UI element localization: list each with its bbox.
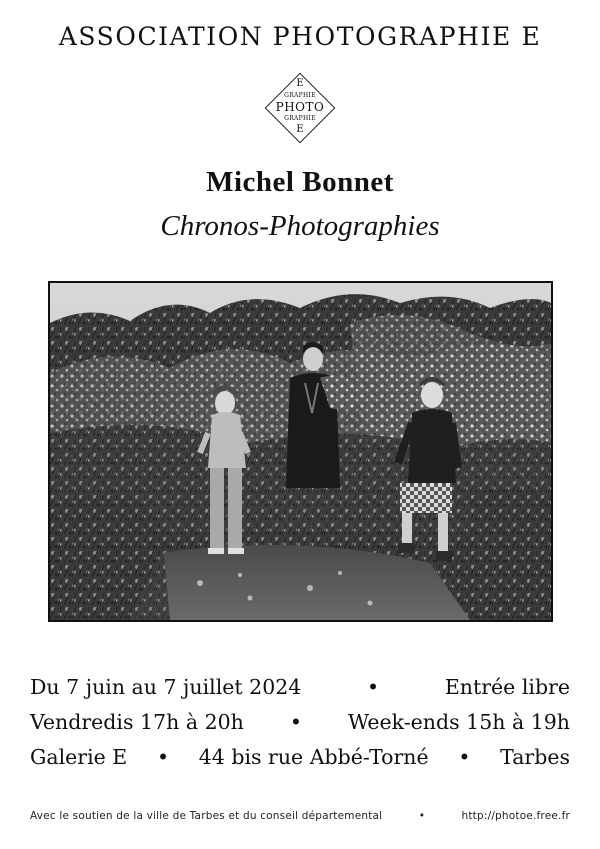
logo-lower-word: GRAPHIE [284,115,316,122]
association-logo [264,72,336,144]
artist-name: Michel Bonnet [206,166,394,198]
bullet-separator: • [458,745,471,769]
exhibition-title: Chronos-Photographies [160,210,440,242]
photograph-icon [50,283,551,620]
footer-credits [30,810,570,822]
association-title: ASSOCIATION PHOTOGRAPHIE E [58,22,542,51]
bullet-separator: • [418,810,426,822]
bullet-separator: • [289,710,302,734]
info-line-hours [30,710,570,734]
logo-center-word: PHOTO [275,100,325,114]
logo-upper-word: GRAPHIE [284,92,316,99]
exhibition-photograph [48,281,553,622]
bullet-separator: • [367,675,380,699]
venue-city: Tarbes [500,745,570,769]
exhibition-dates: Du 7 juin au 7 juillet 2024 [30,675,302,699]
venue-address: 44 bis rue Abbé-Torné [198,745,429,769]
support-text: Avec le soutien de la ville de Tarbes et du conseil départemental [30,810,383,822]
info-line-venue [30,745,570,769]
bullet-separator: • [156,745,170,769]
logo-top-letter: E [296,78,304,89]
info-line-dates [30,675,570,699]
friday-hours: Vendredis 17h à 20h [30,710,244,734]
venue-name: Galerie E [30,745,128,769]
weekend-hours: Week-ends 15h à 19h [348,710,570,734]
website-link[interactable]: http://photoe.free.fr [461,810,570,822]
logo-bottom-letter: E [296,124,304,135]
admission-text: Entrée libre [444,675,570,699]
